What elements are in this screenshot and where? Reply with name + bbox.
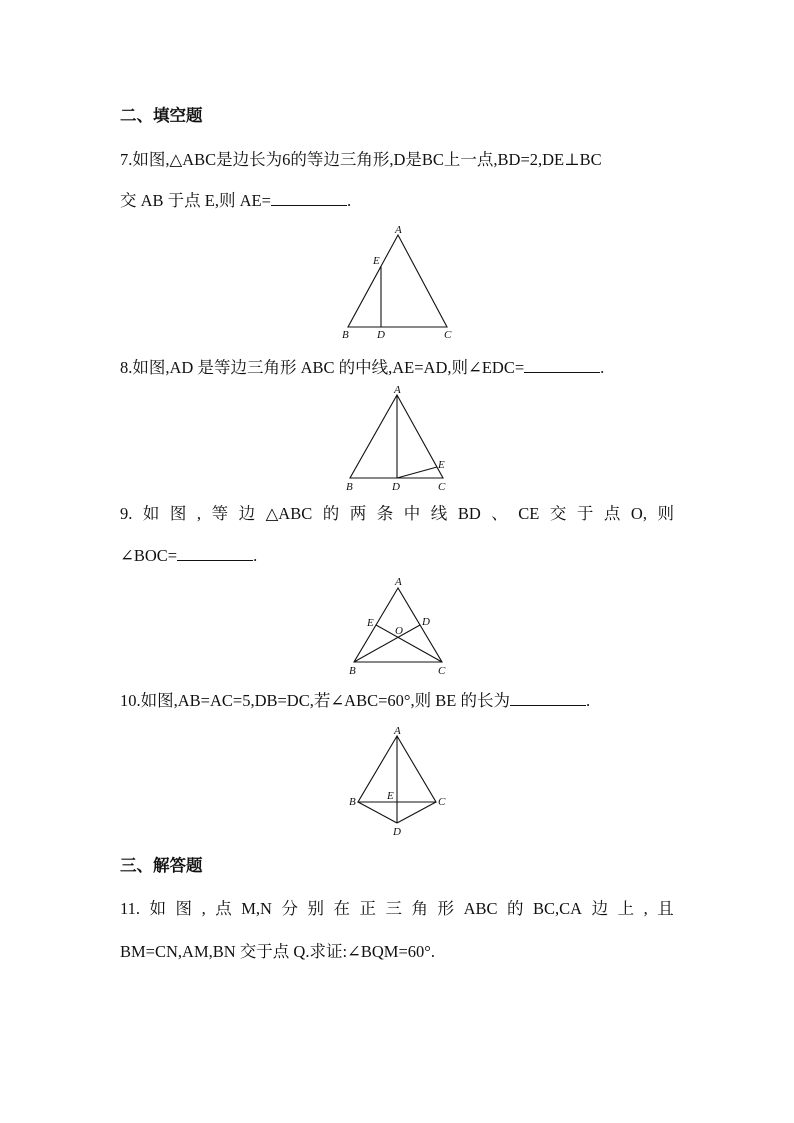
q7-label-e: E xyxy=(373,255,380,267)
q8-label-d: D xyxy=(392,481,400,493)
q9-word: 于 xyxy=(576,504,594,523)
section-heading-answer: 三、解答题 xyxy=(120,856,203,875)
q11-word: 上 xyxy=(617,899,635,918)
q9-label-b: B xyxy=(349,665,356,677)
q9-label-d: D xyxy=(422,616,430,628)
q8-label-b: B xyxy=(346,481,353,493)
q9-word: 的 xyxy=(322,504,340,523)
q9-word: 图 xyxy=(169,504,187,523)
q11-word: M,N xyxy=(241,899,272,918)
q8-text-line1 xyxy=(120,358,604,378)
q11-word: 如 xyxy=(149,899,167,918)
q7-answer-blank[interactable] xyxy=(271,191,347,206)
q11-word: , xyxy=(643,899,648,918)
q9-word: 中 xyxy=(403,504,421,523)
q9-text-stem: ∠BOC= xyxy=(120,546,178,565)
q9-word: 9. xyxy=(120,504,133,523)
q9-text-line1 xyxy=(120,504,674,524)
q11-word: 点 xyxy=(215,899,232,918)
q10-label-a: A xyxy=(394,725,401,737)
q9-word: 如 xyxy=(142,504,160,523)
q9-label-e: E xyxy=(367,617,374,629)
q11-word: 别 xyxy=(307,899,324,918)
q11-word: 角 xyxy=(411,899,429,918)
q9-label-o: O xyxy=(395,625,403,637)
q8-end-mark: . xyxy=(600,358,605,377)
q11-word: 分 xyxy=(281,899,298,918)
q9-word: △ABC xyxy=(265,504,313,523)
q9-word: BD xyxy=(457,504,481,523)
section-heading-fill-in: 二、填空题 xyxy=(120,106,203,125)
q9-word: 两 xyxy=(349,504,367,523)
q9-label-c: C xyxy=(438,665,446,677)
q10-label-e: E xyxy=(387,790,394,802)
q9-end-mark: . xyxy=(253,546,258,565)
q9-figure xyxy=(340,574,460,682)
q7-end-mark: . xyxy=(346,191,352,210)
q8-figure xyxy=(335,382,465,497)
q8-label-a: A xyxy=(394,384,401,396)
q10-text-stem: 10.如图,AB=AC=5,DB=DC,若∠ABC=60°,则 BE 的长为 xyxy=(120,691,510,710)
q8-label-e: E xyxy=(438,459,445,471)
q10-label-c: C xyxy=(438,796,446,808)
q7-text-line1: 7.如图,△ABC是边长为6的等边三角形,D是BC上一点,BD=2,DE⊥BC xyxy=(120,150,602,169)
q11-text-line2: BM=CN,AM,BN 交于点 Q.求证:∠BQM=60°. xyxy=(120,942,435,961)
q11-word: 形 xyxy=(437,899,455,918)
q11-word: 在 xyxy=(333,899,350,918)
q9-word: 交 xyxy=(549,504,567,523)
q7-text-stem: 交 AB 于点 E,则 AE= xyxy=(120,191,271,210)
q9-word: , xyxy=(196,504,202,523)
q7-label-b: B xyxy=(342,329,349,341)
q11-word: 图 xyxy=(175,899,193,918)
q7-figure xyxy=(330,222,470,342)
q7-text-line2 xyxy=(120,191,351,211)
q9-word: 边 xyxy=(238,504,256,523)
q7-triangle-abc xyxy=(348,235,447,327)
q9-word: 、 xyxy=(491,504,508,523)
q7-label-c: C xyxy=(444,329,452,341)
q9-word: O, xyxy=(630,504,647,523)
q11-word: 边 xyxy=(591,899,609,918)
q9-word: CE xyxy=(518,504,540,523)
q9-word: 点 xyxy=(603,504,621,523)
q9-word: 等 xyxy=(211,504,229,523)
q11-word: BC,CA xyxy=(533,899,583,918)
q11-word: 11. xyxy=(120,899,141,918)
q9-word: 线 xyxy=(430,504,448,523)
q11-word: ABC xyxy=(463,899,498,918)
q8-label-c: C xyxy=(438,481,446,493)
q8-text-stem: 8.如图,AD 是等边三角形 ABC 的中线,AE=AD,则∠EDC= xyxy=(120,358,525,377)
q11-word: 的 xyxy=(507,899,524,918)
q10-end-mark: . xyxy=(585,691,591,710)
q10-text-line1 xyxy=(120,691,590,711)
q10-segment-cd xyxy=(397,802,436,823)
q10-segment-bd xyxy=(358,802,397,823)
q11-word: 且 xyxy=(657,899,674,918)
q9-answer-blank[interactable] xyxy=(177,546,253,561)
q7-label-a: A xyxy=(395,224,402,236)
q9-word: 条 xyxy=(376,504,394,523)
q10-label-b: B xyxy=(349,796,356,808)
q9-word: 则 xyxy=(657,504,674,523)
q11-word: 三 xyxy=(385,899,403,918)
q11-word: 正 xyxy=(359,899,376,918)
q8-answer-blank[interactable] xyxy=(524,358,600,373)
q9-text-line2 xyxy=(120,546,257,566)
q10-label-d: D xyxy=(393,826,401,838)
q10-figure xyxy=(345,724,455,840)
q7-label-d: D xyxy=(377,329,385,341)
q10-answer-blank[interactable] xyxy=(510,691,586,706)
q8-segment-de xyxy=(397,467,437,478)
q11-text-line1 xyxy=(120,899,674,919)
q11-word: , xyxy=(201,899,206,918)
q9-label-a: A xyxy=(395,576,402,588)
